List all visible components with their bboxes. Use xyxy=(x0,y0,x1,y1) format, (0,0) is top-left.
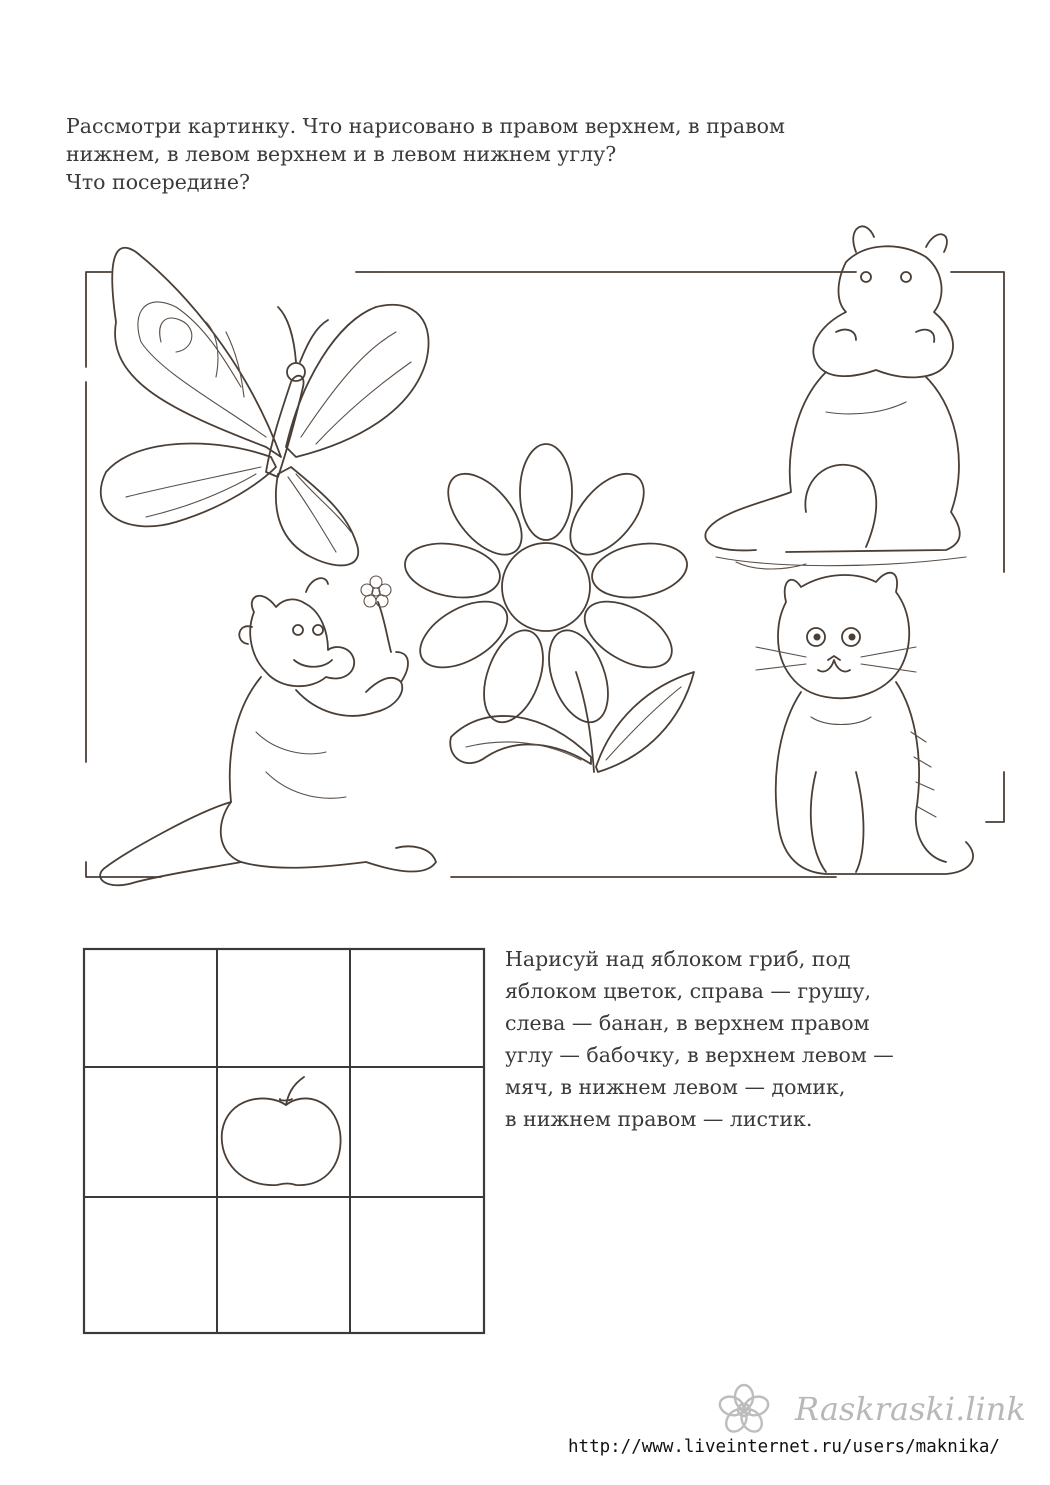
source-url[interactable]: http://www.liveinternet.ru/users/maknika/ xyxy=(568,1437,1000,1457)
task-2-instructions xyxy=(505,943,985,1135)
task-1-line: Что посередине? xyxy=(66,170,250,194)
watermark-text: Raskraski.link xyxy=(795,1390,1026,1428)
task-1-line: Рассмотри картинку. Что нарисовано в правом верхнем, в правом xyxy=(66,114,785,138)
picture-panel xyxy=(66,212,1026,912)
flower-outline-icon xyxy=(708,1382,780,1442)
task-2-line: углу — бабочку, в верхнем левом — xyxy=(505,1043,894,1067)
task-2-line: мяч, в нижнем левом — домик, xyxy=(505,1075,846,1099)
task-2-line: в нижнем правом — листик. xyxy=(505,1107,813,1131)
watermark xyxy=(708,1382,1038,1442)
hippo-icon xyxy=(705,226,966,569)
task-1-instructions xyxy=(66,112,966,196)
task-2-line: Нарисуй над яблоком гриб, под xyxy=(505,947,851,971)
task-2-line: яблоком цветок, справа — грушу, xyxy=(505,979,871,1003)
task-2-line: слева — банан, в верхнем правом xyxy=(505,1011,870,1035)
task-1-line: нижнем, в левом верхнем и в левом нижнем углу? xyxy=(66,142,617,166)
grid-3x3 xyxy=(82,947,486,1335)
butterfly-icon xyxy=(101,248,429,566)
kitten-icon xyxy=(756,573,973,874)
flower-icon xyxy=(401,444,694,772)
monkey-icon xyxy=(100,576,436,885)
apple-icon xyxy=(222,1077,341,1185)
grid-lines xyxy=(84,949,484,1333)
